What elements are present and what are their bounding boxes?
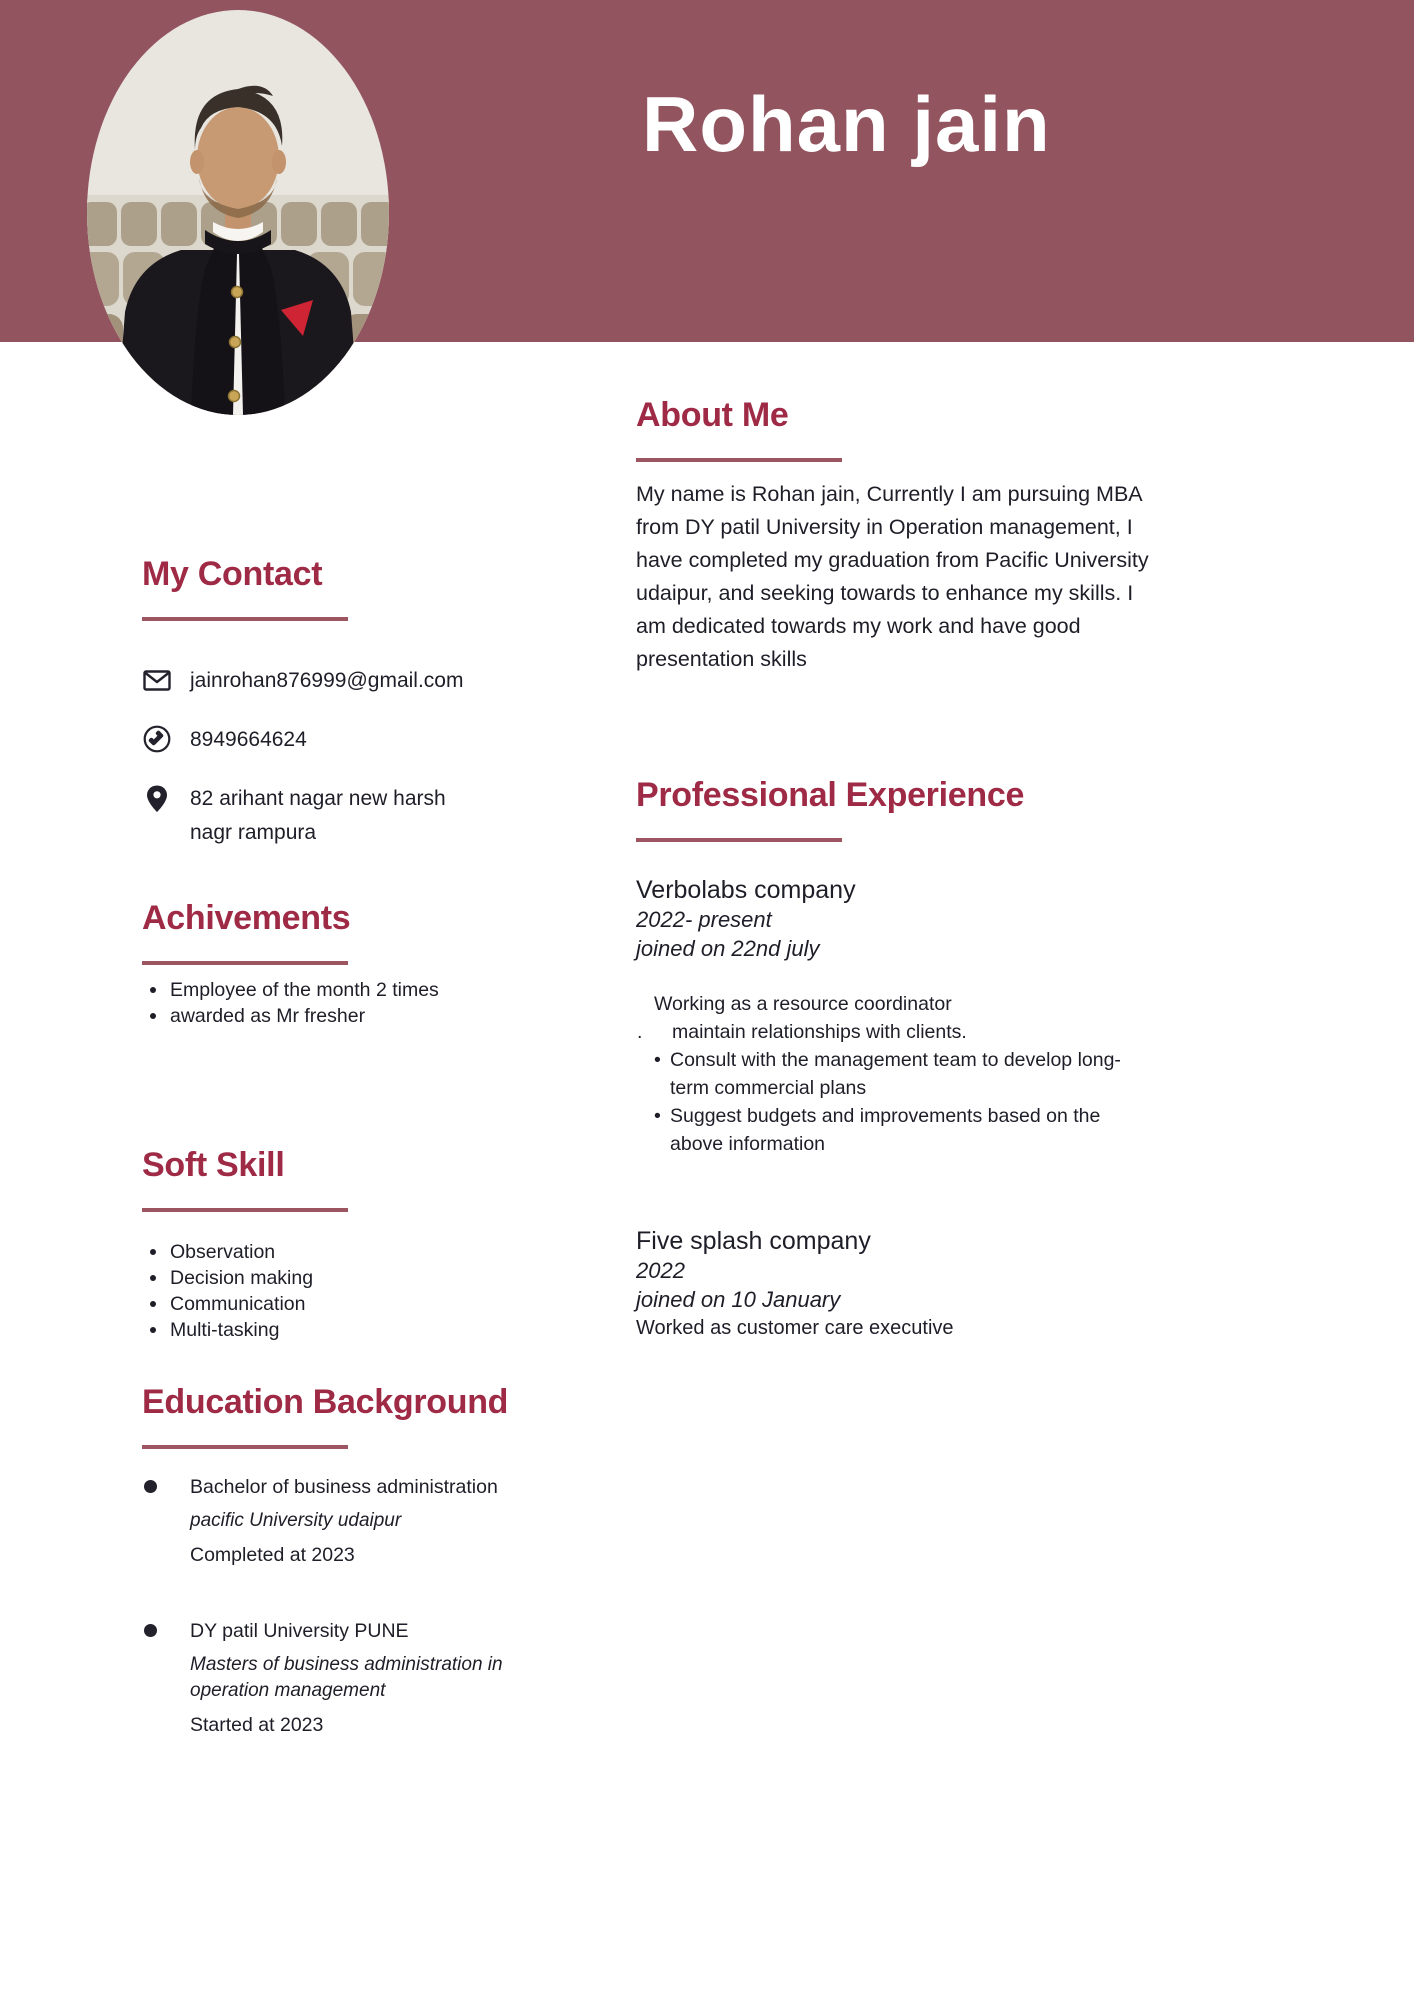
duty-text: Suggest budgets and improvements based on the above information — [670, 1105, 1101, 1155]
education-status: Completed at 2023 — [190, 1544, 355, 1566]
location-icon — [142, 783, 172, 813]
section-my-contact — [142, 557, 562, 850]
education-degree-detail: Masters of business administration in operation management — [190, 1654, 503, 1701]
duty-item — [654, 990, 1144, 1018]
phone-icon — [142, 724, 172, 754]
job-duties — [637, 990, 1144, 1158]
duty-marker: • — [654, 1105, 661, 1127]
duty-marker: . — [637, 1021, 643, 1043]
duty-item — [637, 1018, 1144, 1046]
section-about-me — [636, 398, 1156, 676]
about-me-paragraph: My name is Rohan jain, Currently I am pursuing MBA from DY patil University in Operation management, I have completed my graduation from Pacific University udaipur, and seeking towards to enhance my skills. I am dedicated towards my work and have good presentation skills — [636, 482, 1149, 671]
experience-heading: Professional Experience — [636, 776, 1025, 814]
job-period: 2022 — [636, 1258, 685, 1283]
page-title: Rohan jain — [642, 80, 1051, 168]
bullet-dot-icon — [144, 1624, 157, 1637]
job-company: Five splash company — [636, 1227, 871, 1255]
education-status: Started at 2023 — [190, 1714, 324, 1736]
education-school: pacific University udaipur — [190, 1510, 402, 1531]
achievements-list — [142, 977, 562, 1029]
duty-text: Working as a resource coordinator — [654, 993, 952, 1015]
contact-email-value: jainrohan876999@gmail.com — [190, 669, 464, 692]
contact-row-email — [142, 664, 562, 698]
achievement-item: awarded as Mr fresher — [142, 1003, 562, 1029]
job-note: Worked as customer care executive — [636, 1317, 954, 1339]
bullet-dot-icon — [144, 1480, 157, 1493]
heading-rule — [636, 838, 842, 842]
section-professional-experience — [636, 778, 1166, 1343]
profile-photo-illustration — [87, 10, 389, 415]
job-company: Verbolabs company — [636, 876, 856, 904]
education-heading: Education Background — [142, 1383, 509, 1421]
job-joined: joined on 22nd july — [636, 936, 820, 961]
heading-rule — [142, 961, 348, 965]
job-entry — [636, 1227, 1166, 1343]
job-period: 2022- present — [636, 907, 772, 932]
about-me-heading: About Me — [636, 396, 789, 434]
soft-skill-item: Communication — [142, 1291, 562, 1317]
contact-phone-value: 8949664624 — [190, 728, 307, 751]
heading-rule — [636, 458, 842, 462]
heading-rule — [142, 1445, 348, 1449]
duty-text: Consult with the management team to develop long-term commercial plans — [670, 1049, 1121, 1099]
duty-item — [654, 1046, 1144, 1102]
contact-row-phone — [142, 723, 562, 757]
education-degree: Bachelor of business administration — [190, 1476, 498, 1498]
section-achievements — [142, 901, 562, 1029]
soft-skill-list — [142, 1239, 562, 1343]
duty-item — [654, 1102, 1144, 1158]
duty-text: maintain relationships with clients. — [672, 1021, 967, 1043]
soft-skill-item: Observation — [142, 1239, 562, 1265]
heading-rule — [142, 617, 348, 621]
achievements-heading: Achivements — [142, 899, 351, 937]
job-entry — [636, 876, 1166, 1158]
profile-photo — [87, 10, 389, 415]
section-education — [142, 1385, 582, 1738]
heading-rule — [142, 1208, 348, 1212]
education-item — [142, 1618, 582, 1738]
education-list — [142, 1474, 582, 1738]
job-joined: joined on 10 January — [636, 1287, 841, 1312]
soft-skill-item: Decision making — [142, 1265, 562, 1291]
contact-list — [142, 664, 562, 850]
email-icon — [142, 665, 172, 695]
education-item — [142, 1474, 582, 1568]
achievement-item: Employee of the month 2 times — [142, 977, 562, 1003]
my-contact-heading: My Contact — [142, 555, 323, 593]
soft-skill-heading: Soft Skill — [142, 1146, 285, 1184]
duty-marker: • — [654, 1049, 661, 1071]
soft-skill-item: Multi-tasking — [142, 1317, 562, 1343]
education-school-name: DY patil University PUNE — [190, 1620, 409, 1642]
contact-row-address — [142, 782, 562, 850]
section-soft-skill — [142, 1148, 562, 1343]
contact-address-value: 82 arihant nagar new harsh nagr rampura — [190, 787, 446, 844]
